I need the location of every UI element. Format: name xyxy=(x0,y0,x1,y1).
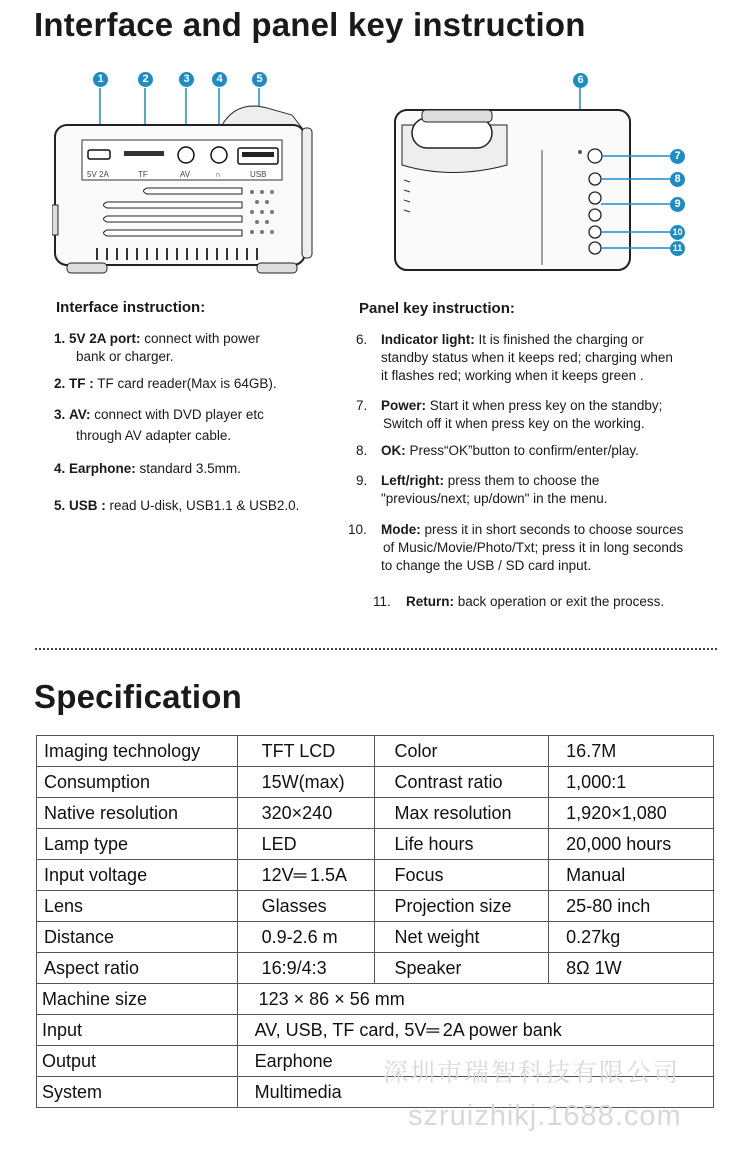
callout-1: 1 xyxy=(93,72,108,87)
interface-item-3 xyxy=(54,406,344,445)
item-text-3: to change the USB / SD card input. xyxy=(381,558,592,573)
item-key: Return: xyxy=(406,594,454,609)
item-number: 8. xyxy=(356,443,368,458)
spec-label: Focus xyxy=(375,860,549,891)
panel-item-10 xyxy=(348,521,736,575)
interface-heading: Interface instruction: xyxy=(56,299,206,316)
spec-value: 1,920×1,080 xyxy=(549,798,714,829)
item-text-2: "previous/next; up/down" in the menu. xyxy=(381,491,608,506)
table-row xyxy=(37,1015,714,1046)
callout-2: 2 xyxy=(138,72,153,87)
spec-value: AV, USB, TF card, 5V═ 2A power bank xyxy=(237,1015,713,1046)
spec-value: Multimedia xyxy=(237,1077,713,1108)
watermark-company: 深圳市瑞智科技有限公司 xyxy=(383,1059,681,1087)
spec-title: Specification xyxy=(34,678,242,715)
item-text: read U-disk, USB1.1 & USB2.0. xyxy=(105,498,300,513)
item-text: back operation or exit the process. xyxy=(454,594,665,609)
spec-value: Earphone xyxy=(237,1046,713,1077)
item-key: Earphone: xyxy=(69,461,136,476)
item-text-2: Switch off it when press key on the working. xyxy=(383,416,645,431)
item-number: 11. xyxy=(373,594,391,609)
spec-label: Distance xyxy=(37,922,238,953)
spec-value: Glasses xyxy=(237,891,375,922)
spec-value: LED xyxy=(237,829,375,860)
spec-label: Input xyxy=(37,1015,238,1046)
spec-value: 16.7M xyxy=(549,736,714,767)
item-text: press it in short seconds to choose sources xyxy=(420,522,684,537)
item-key: Indicator light: xyxy=(381,332,475,347)
item-key: USB : xyxy=(69,498,106,513)
port-label-tf: TF xyxy=(138,170,148,179)
item-text: connect with DVD player etc xyxy=(90,407,264,422)
callout-7: 7 xyxy=(670,149,685,164)
watermark-url: szruizhikj.1688.com xyxy=(408,1100,682,1132)
table-row xyxy=(37,736,714,767)
spec-value: 20,000 hours xyxy=(549,829,714,860)
item-key: Left/right: xyxy=(381,473,444,488)
interface-item-5 xyxy=(54,497,344,515)
item-key: Power: xyxy=(381,398,427,413)
port-label-av: AV xyxy=(180,170,191,179)
item-key: 5V 2A port: xyxy=(69,331,141,346)
item-number: 4. xyxy=(54,461,66,476)
port-label-usb: USB xyxy=(250,170,267,179)
spec-label: Color xyxy=(375,736,549,767)
table-row xyxy=(37,953,714,984)
spec-label: Machine size xyxy=(37,984,238,1015)
panel-item-6 xyxy=(356,331,731,385)
item-text: standard 3.5mm. xyxy=(135,461,241,476)
item-text-3: it flashes red; working when it keeps green . xyxy=(381,368,644,383)
item-key: AV: xyxy=(69,407,91,422)
spec-label: Contrast ratio xyxy=(375,767,549,798)
spec-value: 0.27kg xyxy=(549,922,714,953)
spec-value: Manual xyxy=(549,860,714,891)
table-row xyxy=(37,984,714,1015)
item-number: 7. xyxy=(356,398,368,413)
table-row xyxy=(37,891,714,922)
interface-item-2 xyxy=(54,375,344,393)
spec-value: 25-80 inch xyxy=(549,891,714,922)
item-text-2: through AV adapter cable. xyxy=(76,428,232,443)
panel-item-7 xyxy=(356,397,731,433)
spec-value: TFT LCD xyxy=(237,736,375,767)
callout-3: 3 xyxy=(179,72,194,87)
spec-value: 0.9-2.6 m xyxy=(237,922,375,953)
interface-item-1 xyxy=(54,330,344,366)
interface-item-4 xyxy=(54,460,344,478)
projector-top-illustration xyxy=(392,70,697,280)
table-row xyxy=(37,798,714,829)
panel-item-8 xyxy=(356,442,731,460)
spec-value: 12V═ 1.5A xyxy=(237,860,375,891)
item-text: TF card reader(Max is 64GB). xyxy=(93,376,277,391)
callout-8: 8 xyxy=(670,172,685,187)
callout-4: 4 xyxy=(212,72,227,87)
port-label-earphone: ∩ xyxy=(215,170,221,179)
item-number: 1. xyxy=(54,331,66,346)
interface-diagram xyxy=(52,70,322,280)
item-key: Mode: xyxy=(381,522,421,537)
spec-label: System xyxy=(37,1077,238,1108)
item-number: 9. xyxy=(356,473,368,488)
item-text: Press“OK”button to confirm/enter/play. xyxy=(405,443,639,458)
item-key: OK: xyxy=(381,443,406,458)
panel-diagram xyxy=(392,70,697,280)
spec-label: Speaker xyxy=(375,953,549,984)
item-text-2: standby status when it keeps red; charging when xyxy=(381,350,673,365)
item-key: TF : xyxy=(69,376,94,391)
item-text: Start it when press key on the standby; xyxy=(426,398,663,413)
table-row xyxy=(37,922,714,953)
item-text: connect with power xyxy=(140,331,260,346)
spec-value: 1,000:1 xyxy=(549,767,714,798)
callout-6: 6 xyxy=(573,73,588,88)
table-row xyxy=(37,829,714,860)
spec-label: Consumption xyxy=(37,767,238,798)
item-text: It is finished the charging or xyxy=(474,332,644,347)
item-text: press them to choose the xyxy=(444,473,600,488)
page-title: Interface and panel key instruction xyxy=(34,6,586,43)
spec-label: Native resolution xyxy=(37,798,238,829)
spec-value: 8Ω 1W xyxy=(549,953,714,984)
spec-label: Imaging technology xyxy=(37,736,238,767)
callout-11: 11 xyxy=(670,241,685,256)
spec-label: Output xyxy=(37,1046,238,1077)
panel-heading: Panel key instruction: xyxy=(359,300,515,317)
item-number: 6. xyxy=(356,332,368,347)
section-divider xyxy=(35,648,717,650)
item-text-2: bank or charger. xyxy=(76,349,174,364)
item-number: 3. xyxy=(54,407,66,422)
spec-label: Aspect ratio xyxy=(37,953,238,984)
spec-value: 123 × 86 × 56 mm xyxy=(237,984,713,1015)
callout-10: 10 xyxy=(670,225,685,240)
spec-label: Input voltage xyxy=(37,860,238,891)
callout-5: 5 xyxy=(252,72,267,87)
item-number: 5. xyxy=(54,498,66,513)
spec-label: Max resolution xyxy=(375,798,549,829)
item-number: 10. xyxy=(348,522,367,537)
spec-value: 15W(max) xyxy=(237,767,375,798)
port-label-power: 5V 2A xyxy=(87,170,109,179)
spec-value: 320×240 xyxy=(237,798,375,829)
panel-item-9 xyxy=(356,472,731,508)
table-row xyxy=(37,860,714,891)
spec-label: Projection size xyxy=(375,891,549,922)
spec-label: Lens xyxy=(37,891,238,922)
item-text-2: of Music/Movie/Photo/Txt; press it in long seconds xyxy=(383,540,684,555)
item-number: 2. xyxy=(54,376,66,391)
table-row xyxy=(37,767,714,798)
spec-value: 16:9/4:3 xyxy=(237,953,375,984)
spec-label: Net weight xyxy=(375,922,549,953)
spec-label: Life hours xyxy=(375,829,549,860)
callout-9: 9 xyxy=(670,197,685,212)
spec-label: Lamp type xyxy=(37,829,238,860)
panel-item-11 xyxy=(373,593,736,611)
